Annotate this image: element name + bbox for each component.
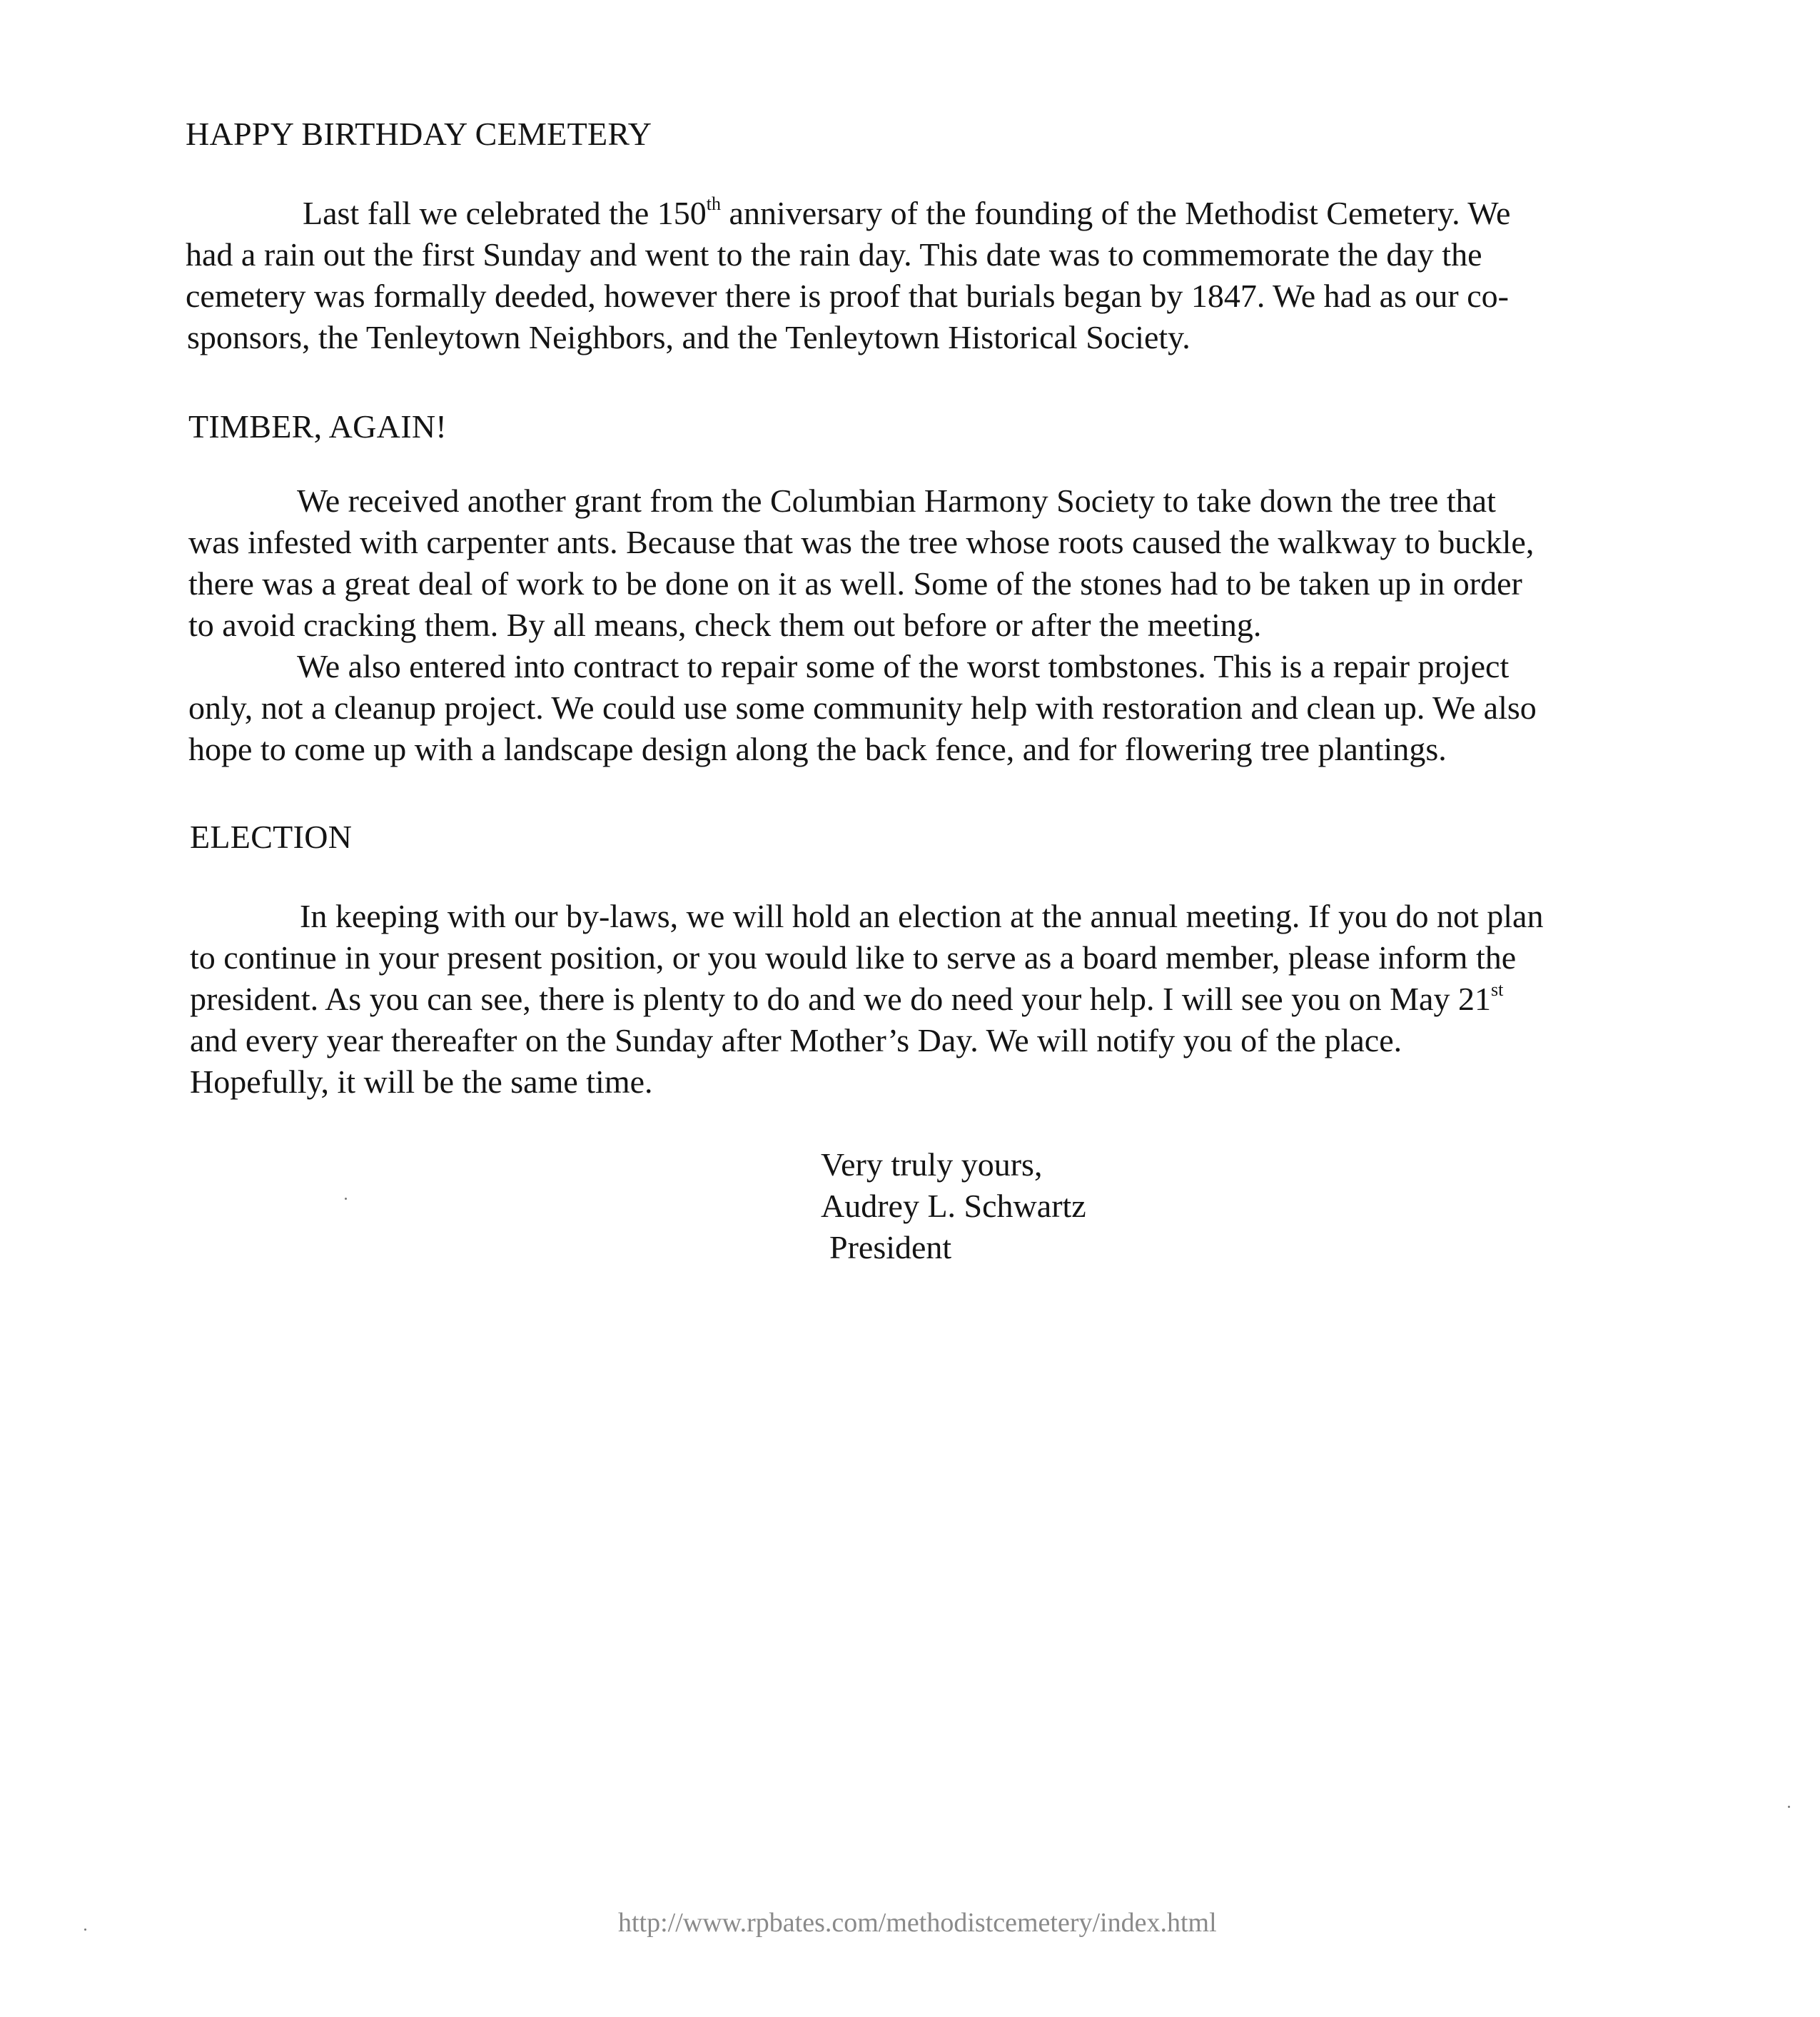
paragraph-line bbox=[188, 687, 1537, 729]
scan-speck bbox=[1788, 1806, 1790, 1808]
signature-title: President bbox=[829, 1229, 952, 1265]
ordinal-superscript: th bbox=[706, 193, 722, 214]
paragraph-line bbox=[303, 193, 1510, 234]
paragraph-line bbox=[190, 937, 1516, 979]
ordinal-superscript: st bbox=[1490, 979, 1504, 1000]
line-text: only, not a cleanup project. We could use some community help with restoration and clean up. We also bbox=[188, 689, 1537, 726]
scan-speck bbox=[84, 1928, 86, 1931]
line-text: hope to come up with a landscape design along the back fence, and for flowering tree plantings. bbox=[188, 731, 1447, 767]
line-text: was infested with carpenter ants. Because that was the tree whose roots caused the walkway to buckle, bbox=[188, 524, 1535, 560]
line-text: cemetery was formally deeded, however there is proof that burials began by 1847. We had as our co- bbox=[186, 278, 1509, 314]
paragraph-line bbox=[190, 1020, 1402, 1061]
paragraph-line bbox=[188, 729, 1447, 770]
scan-speck bbox=[345, 1198, 347, 1200]
paragraph-line bbox=[186, 275, 1509, 317]
section-heading-timber-again: TIMBER, AGAIN! bbox=[188, 408, 447, 445]
footer-url: http://www.rpbates.com/methodistcemetery/index.html bbox=[618, 1908, 1217, 1938]
paragraph-line bbox=[188, 605, 1261, 646]
line-text: sponsors, the Tenleytown Neighbors, and the Tenleytown Historical Society. bbox=[187, 319, 1190, 355]
line-text: to avoid cracking them. By all means, check them out before or after the meeting. bbox=[188, 607, 1262, 643]
paragraph-line bbox=[188, 563, 1522, 605]
paragraph-line bbox=[187, 317, 1190, 358]
paragraph-line bbox=[297, 646, 1509, 687]
paragraph-line bbox=[190, 1061, 653, 1103]
line-text: president. As you can see, there is plenty to do and we do need your help. I will see you on May 21 bbox=[190, 981, 1491, 1017]
paragraph-line bbox=[297, 480, 1496, 522]
paragraph-line bbox=[188, 522, 1534, 563]
section-heading-election: ELECTION bbox=[190, 819, 353, 855]
line-text: In keeping with our by-laws, we will hold an election at the annual meeting. If you do not plan bbox=[300, 898, 1544, 934]
signature-name: Audrey L. Schwartz bbox=[821, 1188, 1086, 1224]
paragraph-line bbox=[186, 234, 1482, 275]
line-text: to continue in your present position, or you would like to serve as a board member, please inform the bbox=[190, 939, 1517, 976]
paragraph-line bbox=[300, 896, 1543, 937]
paragraph-line bbox=[190, 979, 1503, 1020]
line-text: there was a great deal of work to be done on it as well. Some of the stones had to be taken up in order bbox=[188, 565, 1522, 602]
line-text: and every year thereafter on the Sunday after Mother’s Day. We will notify you of the place. bbox=[190, 1022, 1402, 1058]
line-text: Hopefully, it will be the same time. bbox=[190, 1063, 653, 1100]
line-text: We received another grant from the Columbian Harmony Society to take down the tree that bbox=[297, 482, 1496, 519]
signature-closing: Very truly yours, bbox=[821, 1146, 1043, 1183]
line-text: We also entered into contract to repair some of the worst tombstones. This is a repair project bbox=[297, 648, 1510, 684]
line-text: anniversary of the founding of the Methodist Cemetery. We bbox=[721, 195, 1511, 231]
line-text: Last fall we celebrated the 150 bbox=[303, 195, 707, 231]
section-heading-happy-birthday: HAPPY BIRTHDAY CEMETERY bbox=[186, 116, 652, 152]
line-text: had a rain out the first Sunday and went to the rain day. This date was to commemorate the day the bbox=[186, 236, 1482, 273]
